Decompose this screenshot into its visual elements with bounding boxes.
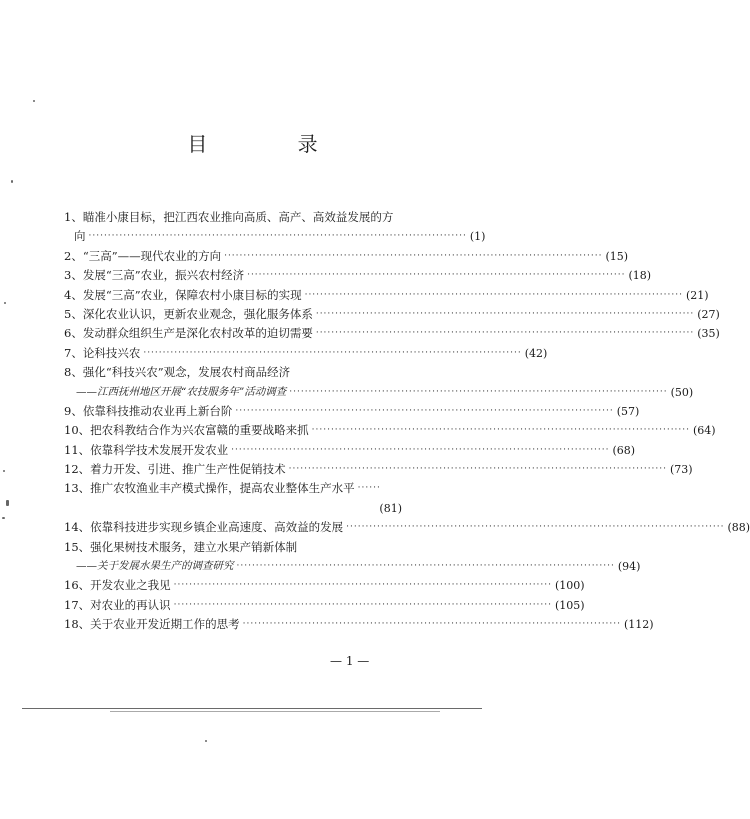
- toc-entry-page: (15): [605, 249, 629, 263]
- toc-entry-page: (105): [555, 598, 585, 612]
- toc-entry: [64, 266, 652, 285]
- toc-entry-page: (1): [469, 230, 486, 244]
- dot-leader: ··································································································: [88, 231, 467, 242]
- toc-entry: [64, 305, 720, 324]
- page-number: — 1 —: [330, 654, 370, 668]
- toc-entry-title: 11、依靠科学技术发展开发农业: [64, 442, 229, 457]
- toc-entry: [64, 479, 402, 498]
- scan-speck: [205, 740, 207, 742]
- toc-entry-title: 7、论科技兴农: [64, 345, 141, 360]
- toc-entry-page: (112): [624, 618, 654, 632]
- table-of-contents: [64, 208, 750, 635]
- dot-leader: ··································································································: [315, 328, 695, 339]
- toc-entry-subtitle: [64, 383, 694, 402]
- dot-leader: ··································································································: [247, 270, 626, 281]
- toc-entry-title: 2、“三高”——现代农业的方向: [64, 248, 222, 263]
- toc-entry-subtitle: [64, 557, 641, 576]
- toc-entry-page: (73): [670, 463, 693, 477]
- dot-leader: ······: [357, 483, 381, 494]
- scan-speck: [3, 470, 5, 472]
- dot-leader: ··································································································: [242, 619, 622, 630]
- scan-artifact-line: [110, 711, 440, 712]
- toc-entry: [64, 460, 693, 479]
- toc-entry-title: 15、强化果树技术服务，建立水果产销新体制: [64, 539, 298, 554]
- toc-entry-title: 1、瞄准小康目标，把江西农业推向高质、高产、高效益发展的方: [64, 210, 394, 224]
- scan-speck: [2, 517, 5, 519]
- toc-entry: [64, 363, 402, 382]
- dot-leader: ··································································································: [173, 599, 553, 610]
- dot-leader: ··································································································: [288, 464, 668, 475]
- toc-entry: [64, 596, 585, 615]
- toc-entry: [64, 208, 402, 227]
- toc-entry: [64, 538, 402, 557]
- toc-entry-title: 8、强化“科技兴农”观念，发展农村商品经济: [64, 365, 291, 380]
- dot-leader: ··································································································: [143, 347, 522, 358]
- toc-entry-title: 10、把农科教结合作为兴农富赣的重要战略来抓: [64, 423, 309, 438]
- toc-entry-title: ——关于发展水果生产的调查研究: [76, 560, 234, 573]
- toc-entry: [64, 615, 654, 634]
- toc-entry: [64, 286, 709, 305]
- toc-entry: [64, 576, 585, 595]
- toc-entry-page: (35): [697, 327, 720, 341]
- scan-artifact-line: [22, 708, 482, 709]
- dot-leader: ··································································································: [173, 580, 553, 591]
- dot-leader: ··································································································: [235, 405, 614, 416]
- toc-entry-page: (50): [670, 385, 694, 399]
- toc-entry-page: (18): [628, 269, 652, 283]
- dot-leader: ··································································································: [231, 444, 610, 455]
- scan-speck: [11, 180, 13, 183]
- toc-entry-title: 18、关于农业开发近期工作的思考: [64, 617, 240, 632]
- dot-leader: ··································································································: [224, 250, 603, 261]
- toc-entry-title: 5、深化农业认识，更新农业观念，强化服务体系: [64, 306, 313, 321]
- toc-entry-page: (81): [379, 501, 402, 515]
- toc-entry-page: (57): [616, 404, 640, 418]
- toc-entry-page: (100): [555, 579, 585, 593]
- scan-speck: [6, 500, 9, 506]
- toc-entry-page: (42): [524, 346, 548, 360]
- toc-entry: [64, 402, 640, 421]
- toc-entry-title: ——江西抚州地区开展“农技服务年”活动调查: [76, 385, 287, 398]
- dot-leader: ··································································································: [304, 289, 683, 300]
- toc-entry: [64, 247, 629, 266]
- toc-entry-title: 4、发展“三高”农业，保障农村小康目标的实现: [64, 287, 302, 302]
- toc-entry-title: 9、依靠科技推动农业再上新台阶: [64, 403, 233, 418]
- toc-entry: [64, 324, 720, 343]
- page-title: 目 录: [187, 132, 360, 156]
- dot-leader: ··································································································: [315, 308, 695, 319]
- toc-entry-page: (27): [697, 307, 720, 321]
- toc-entry: [64, 441, 636, 460]
- dot-leader: ··································································································: [311, 425, 691, 436]
- toc-entry-page: (64): [693, 424, 716, 438]
- toc-entry-title: 12、着力开发、引进、推广生产性促销技术: [64, 462, 286, 477]
- toc-entry-title: 6、发动群众组织生产是深化农村改革的迫切需要: [64, 326, 313, 341]
- dot-leader: ··································································································: [346, 522, 725, 533]
- toc-entry-page: (68): [612, 443, 636, 457]
- toc-entry-title: 3、发展“三高”农业，振兴农村经济: [64, 268, 245, 283]
- toc-entry-title: 向: [74, 229, 86, 244]
- toc-entry: [64, 344, 548, 363]
- toc-entry-title: 14、依靠科技进步实现乡镇企业高速度、高效益的发展: [64, 520, 344, 535]
- toc-entry-title: 17、对农业的再认识: [64, 597, 171, 612]
- scan-speck: [4, 302, 6, 304]
- toc-entry-page: (21): [685, 288, 709, 302]
- dot-leader: ··································································································: [236, 561, 615, 572]
- toc-entry: [64, 421, 716, 440]
- toc-entry-title: 13、推广农牧渔业丰产模式操作，提高农业整体生产水平: [64, 481, 355, 496]
- toc-entry-page: (94): [617, 560, 641, 574]
- dot-leader: ··································································································: [289, 386, 668, 397]
- scan-speck: [33, 100, 35, 102]
- toc-entry: [64, 227, 486, 246]
- toc-entry-page: (88): [727, 521, 750, 535]
- toc-entry: [64, 518, 750, 537]
- toc-entry: [64, 499, 402, 518]
- toc-entry-title: 16、开发农业之我见: [64, 578, 171, 593]
